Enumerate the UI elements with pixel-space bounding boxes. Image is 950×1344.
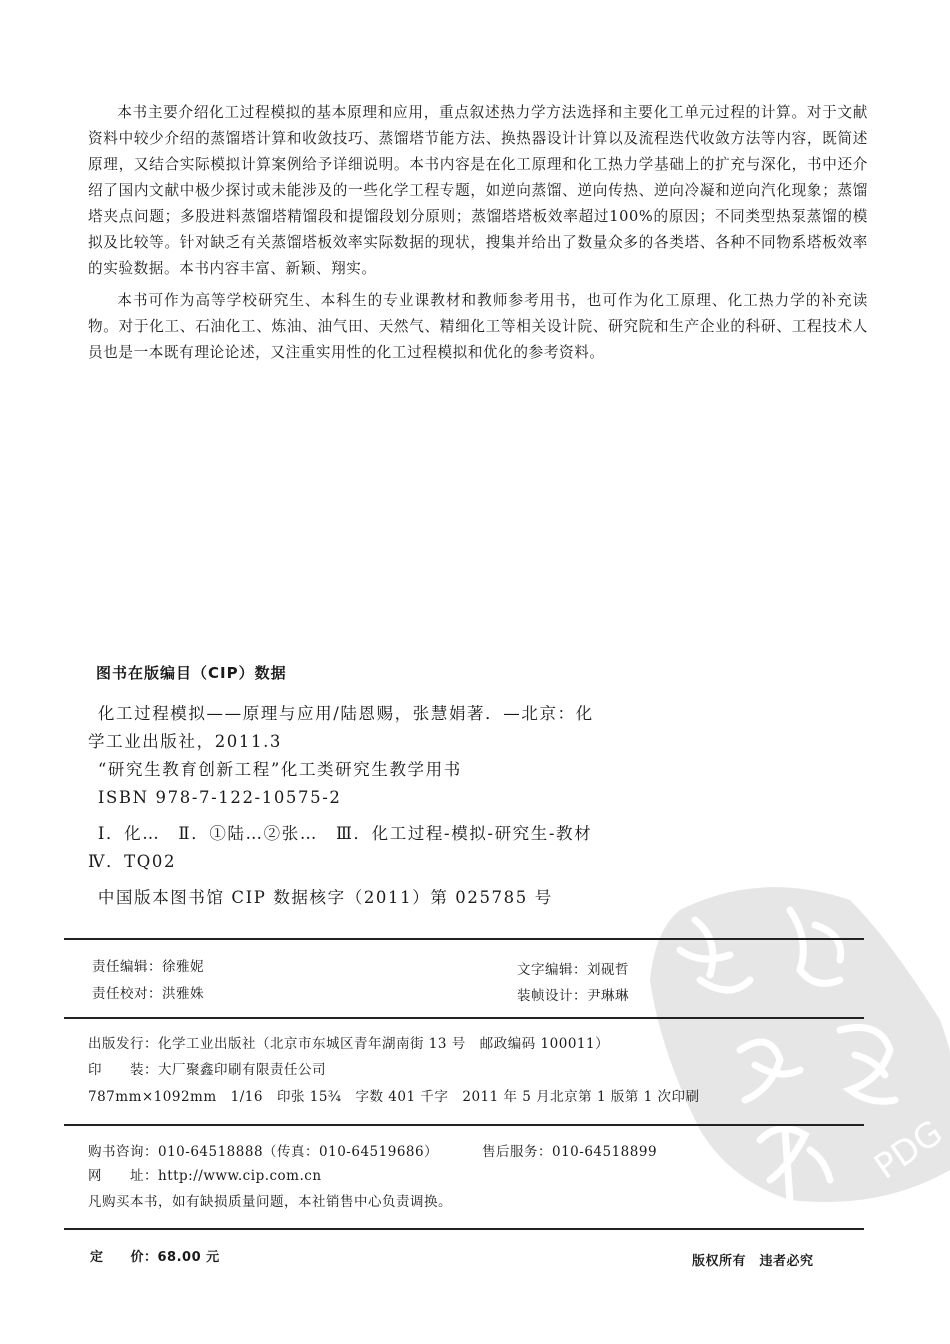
cip-data: [88, 700, 611, 912]
cip-heading: 图书在版编目（CIP）数据: [96, 664, 287, 682]
replacement-notice: 凡购买本书，如有缺损质量问题，本社销售中心负责调换。: [88, 1194, 452, 1210]
cip-isbn: ISBN 978-7-122-10575-2: [97, 788, 342, 807]
pdg-watermark: [640, 880, 950, 1220]
description-paragraph: 本书可作为高等学校研究生、本科生的专业课教材和教师参考用书，也可作为化工原理、化工热力学的补充读物。对于化工、石油化工、炼油、油气田、天然气、精细化工等相关设计院、研究院和生产企业的科研、工程技术人员也是一本既有理论论述，又注重实用性的化工过程模拟和优化的参考资料。: [88, 292, 868, 361]
cip-classification: Ⅰ．化… Ⅱ．①陆…②张… Ⅲ．化工过程-模拟-研究生-教材 Ⅳ．TQ02: [88, 824, 611, 871]
seal-watermark-icon: [640, 880, 950, 1220]
description-paragraph: 本书主要介绍化工过程模拟的基本原理和应用，重点叙述热力学方法选择和主要化工单元过程的计算。对于文献资料中较少介绍的蒸馏塔计算和收敛技巧、蒸馏塔节能方法、换热器设计计算以及流程迭代收敛方法等内容，既简述原理，又结合实际模拟计算案例给予详细说明。本书内容是在化工原理和化工热力学基础上的扩充与深化，书中还介绍了国内文献中极少探讨或未能涉及的一些化学工程专题，如逆向蒸馏、逆向传热、逆向冷凝和逆向汽化现象；蒸馏塔夹点问题；多股进料蒸馏塔精馏段和提馏段划分原则；蒸馏塔塔板效率超过100%的原因；不同类型热泵蒸馏的模拟及比较等。针对缺乏有关蒸馏塔板效率实际数据的现状，搜集并给出了数量众多的各类塔、各种不同物系塔板效率的实验数据。本书内容丰富、新颖、翔实。: [88, 104, 868, 277]
cip-number: 中国版本图书馆 CIP 数据核字（2011）第 025785 号: [97, 888, 553, 907]
publisher-info: 出版发行：化学工业出版社（北京市东城区青年湖南街 13 号 邮政编码 100011）: [88, 1036, 610, 1052]
website: 网 址：http://www.cip.com.cn: [88, 1168, 322, 1184]
text-editor: 文字编辑：刘砚哲: [517, 962, 629, 978]
divider: [64, 1017, 864, 1019]
divider: [64, 938, 864, 940]
book-description: [88, 100, 868, 372]
divider: [64, 1228, 864, 1230]
print-specs: 787mm×1092mm 1/16 印张 15¾ 字数 401 千字 2011 年 5 月北京第 1 版第 1 次印刷: [88, 1089, 700, 1105]
binding-designer: 装帧设计：尹琳琳: [517, 988, 629, 1004]
proofreader: 责任校对：洪雅姝: [92, 986, 204, 1002]
price: 定 价：68.00 元: [90, 1250, 220, 1265]
svg-text:PDG: PDG: [867, 1112, 950, 1188]
responsible-editor: 责任编辑：徐雅妮: [92, 959, 204, 975]
cip-citation: 化工过程模拟——原理与应用/陆恩赐，张慧娟著．—北京：化学工业出版社，2011.3: [88, 704, 594, 751]
printer-info: 印 装：大厂聚鑫印刷有限责任公司: [88, 1062, 326, 1078]
divider: [64, 1124, 864, 1126]
copyright-notice: 版权所有 违者必究: [692, 1254, 814, 1269]
purchase-contact: 购书咨询：010-64518888（传真：010-64519686）: [88, 1144, 439, 1160]
cip-series: “研究生教育创新工程”化工类研究生教学用书: [97, 760, 462, 779]
after-sales-contact: 售后服务：010-64518899: [482, 1144, 658, 1160]
